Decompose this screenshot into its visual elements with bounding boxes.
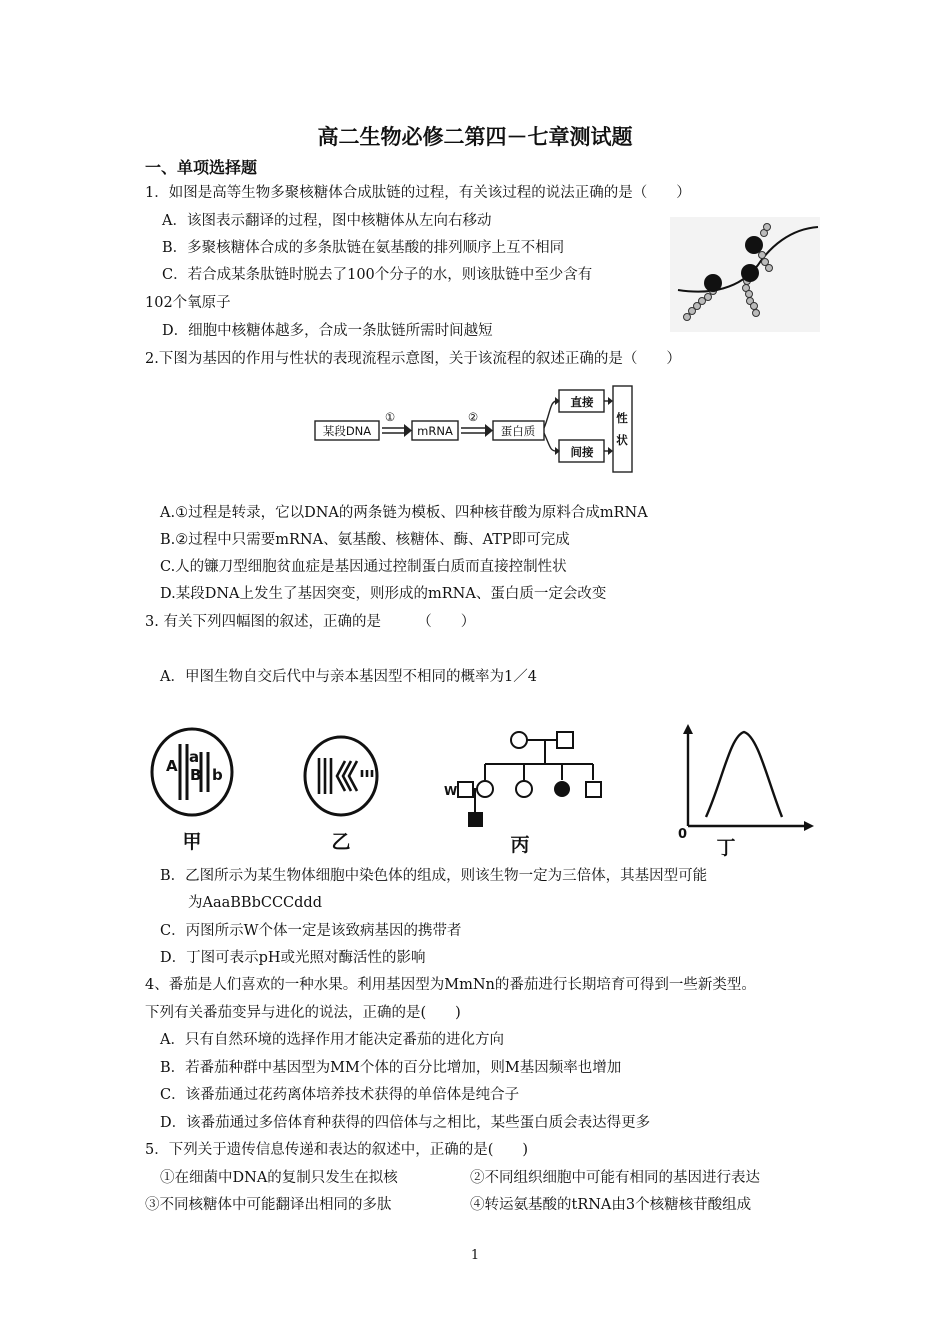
section-heading: 一、单项选择题 [145, 158, 258, 177]
q4-stem: 4、番茄是人们喜欢的一种水果。利用基因型为MmNn的番茄进行长期培育可得到一些新类型。 [145, 977, 756, 993]
flow-dna-label: 某段DNA [322, 424, 372, 438]
gene-expression-flowchart [312, 384, 637, 474]
q2-option-d: D.某段DNA上发生了基因突变，则形成的mRNA、蛋白质一定会改变 [160, 586, 607, 602]
q4-option-a: A．只有自然环境的选择作用才能决定番茄的进化方向 [160, 1032, 504, 1048]
q2-option-b: B.②过程中只需要mRNA、氨基酸、核糖体、酶、ATP即可完成 [160, 532, 570, 548]
q3-option-a: A．甲图生物自交后代中与亲本基因型不相同的概率为1／4 [160, 669, 537, 685]
fig-jia-label: 甲 [182, 831, 202, 853]
flow-trait-char1: 性 [616, 411, 628, 425]
flow-mrna-label: mRNA [417, 424, 453, 438]
q1-option-d: D．细胞中核糖体越多，合成一条肽链所需时间越短 [162, 323, 493, 339]
q3-stem: 3. 有关下列四幅图的叙述，正确的是 （ ） [145, 614, 476, 630]
fig-yi-label: 乙 [331, 831, 351, 853]
q5-option-2: ②不同组织细胞中可能有相同的基因进行表达 [470, 1170, 760, 1186]
q1-stem: 1．如图是高等生物多聚核糖体合成肽链的过程，有关该过程的说法正确的是（ ） [145, 185, 691, 201]
fig-ding-origin: 0 [678, 827, 688, 842]
q1-option-b: B．多聚核糖体合成的多条肽链在氨基酸的排列顺序上互不相同 [162, 240, 565, 256]
flow-step2-label: ② [467, 410, 479, 424]
flow-direct-label: 直接 [570, 395, 594, 409]
pedigree-w-label: W [444, 784, 458, 798]
figure-jia [145, 722, 245, 854]
figure-bing-pedigree [440, 728, 605, 858]
q2-stem: 2.下图为基因的作用与性状的表现流程示意图，关于该流程的叙述正确的是（ ） [145, 351, 681, 367]
figure-ding-curve [672, 722, 817, 860]
q4-option-c: C．该番茄通过花药离体培养技术获得的单倍体是纯合子 [160, 1087, 520, 1103]
q3-option-c: C．丙图所示W个体一定是该致病基因的携带者 [160, 923, 462, 939]
fig-ding-label: 丁 [716, 837, 736, 859]
q4-option-d: D．该番茄通过多倍体育种获得的四倍体与之相比，某些蛋白质会表达得更多 [160, 1115, 651, 1131]
q1-option-c-cont: 102个氧原子 [145, 295, 231, 311]
gene-label-A: A [166, 757, 178, 775]
figure-yi [300, 728, 390, 856]
flow-step1-label: ① [384, 410, 396, 424]
q3-option-b-cont: 为AaaBBbCCCddd [188, 895, 322, 911]
fig-bing-label: 丙 [510, 834, 530, 856]
q4-stem-cont: 下列有关番茄变异与进化的说法，正确的是( ) [145, 1005, 461, 1021]
q3-option-d: D．丁图可表示pH或光照对酶活性的影响 [160, 950, 426, 966]
q5-option-1: ①在细菌中DNA的复制只发生在拟核 [160, 1170, 398, 1186]
flow-trait-char2: 状 [616, 433, 628, 447]
gene-label-b: b [212, 766, 223, 784]
page-title: 高二生物必修二第四－七章测试题 [317, 125, 633, 149]
q1-option-a: A．该图表示翻译的过程，图中核糖体从左向右移动 [162, 213, 492, 229]
q2-option-c: C.人的镰刀型细胞贫血症是基因通过控制蛋白质而直接控制性状 [160, 559, 567, 575]
flow-indirect-label: 间接 [570, 445, 594, 459]
flow-protein-label: 蛋白质 [500, 424, 536, 438]
gene-label-B: B [190, 766, 202, 784]
q2-option-a: A.①过程是转录，它以DNA的两条链为模板、四种核苷酸为原料合成mRNA [160, 505, 648, 521]
page-number: 1 [470, 1248, 480, 1263]
q5-option-3: ③不同核糖体中可能翻译出相同的多肽 [145, 1197, 392, 1213]
q5-stem: 5．下列关于遗传信息传递和表达的叙述中，正确的是( ) [145, 1142, 529, 1158]
q4-option-b: B．若番茄种群中基因型为MM个体的百分比增加，则M基因频率也增加 [160, 1060, 622, 1076]
polyribosome-figure [670, 217, 820, 332]
q5-option-4: ④转运氨基酸的tRNA由3个核糖核苷酸组成 [470, 1197, 752, 1213]
q3-option-b: B．乙图所示为某生物体细胞中染色体的组成，则该生物一定为三倍体，其基因型可能 [160, 868, 708, 884]
gene-label-a: a [189, 748, 200, 766]
q1-option-c: C．若合成某条肽链时脱去了100个分子的水，则该肽链中至少含有 [162, 267, 593, 283]
